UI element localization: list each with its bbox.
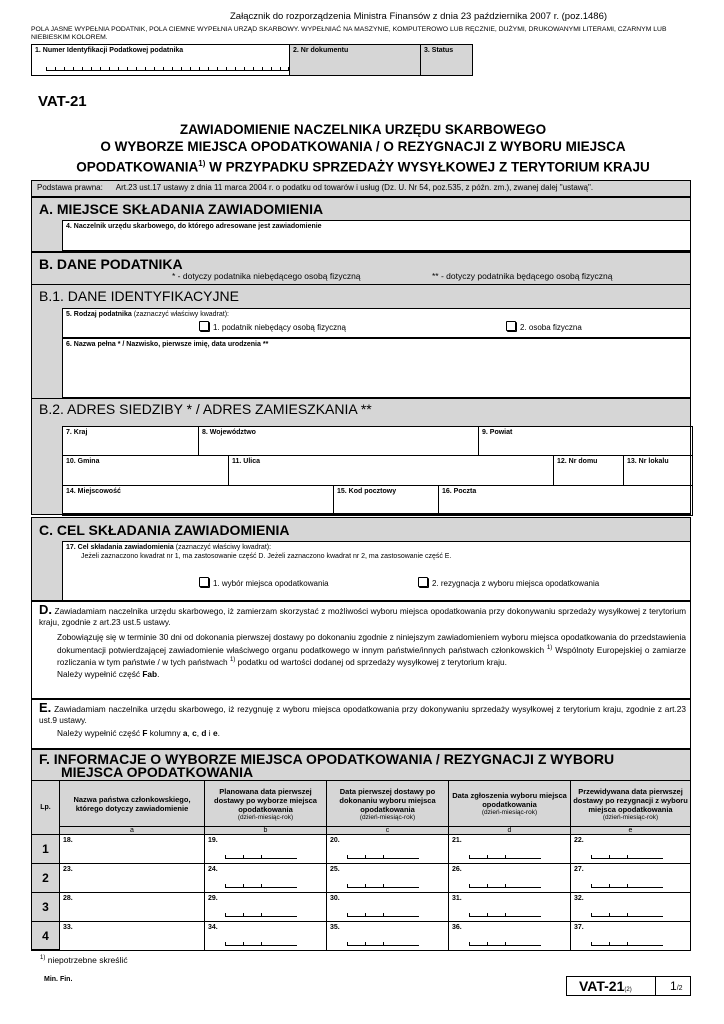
section-e-p2j: e bbox=[212, 728, 218, 738]
purpose-option-1-label: 1. wybór miejsca opodatkowania bbox=[213, 579, 329, 588]
section-d-letter: D. bbox=[39, 602, 52, 617]
section-d-p3d: a bbox=[147, 669, 153, 680]
table-cell[interactable] bbox=[205, 864, 327, 893]
document-number-label: 2. Nr dokumentu bbox=[293, 47, 349, 54]
date-ticks bbox=[469, 942, 541, 946]
footnote bbox=[40, 955, 128, 965]
table-cell[interactable] bbox=[571, 893, 691, 922]
date-ticks bbox=[347, 884, 419, 888]
section-d-p3b: F bbox=[142, 669, 148, 680]
section-f-title-2: MIEJSCA OPODATKOWANIA bbox=[61, 764, 254, 780]
postal-code-field[interactable] bbox=[333, 485, 439, 516]
country-field[interactable] bbox=[62, 426, 199, 456]
date-ticks bbox=[469, 884, 541, 888]
footer-code-sub: (2) bbox=[624, 987, 632, 993]
footnote-text: niepotrzebne skreślić bbox=[47, 955, 128, 965]
section-c-title: C. CEL SKŁADANIA ZAWIADOMIENIA bbox=[39, 522, 290, 538]
table-cell[interactable] bbox=[327, 922, 449, 951]
checkbox-icon[interactable] bbox=[199, 577, 209, 587]
cell-field-number: 36. bbox=[452, 924, 462, 931]
section-e-p2b: F bbox=[142, 728, 148, 738]
section-b bbox=[31, 252, 691, 515]
col-c-letter: c bbox=[327, 827, 449, 835]
table-row bbox=[32, 893, 691, 922]
cell-field-number: 33. bbox=[63, 924, 73, 931]
footer-form-code bbox=[566, 976, 656, 996]
checkbox-icon[interactable] bbox=[418, 577, 428, 587]
city-label: 14. Miejscowość bbox=[66, 488, 121, 495]
date-ticks bbox=[591, 913, 663, 917]
cell-field-number: 27. bbox=[574, 866, 584, 873]
fill-instructions: POLA JASNE WYPEŁNIA PODATNIK, POLA CIEMNE WYPEŁNIA URZĄD SKARBOWY. WYPEŁNIAĆ NA MASZYNIE, KOMPUTEROWO LUB RĘCZNIE, DUŻYMI, DRUKOWANYMI LITERAMI, CZARNYM LUB NIEBIESKIM KOLOREM. bbox=[31, 26, 667, 41]
checkbox-icon[interactable] bbox=[199, 321, 209, 331]
col-d-letter: d bbox=[449, 827, 571, 835]
date-ticks bbox=[225, 855, 297, 859]
post-office-field[interactable] bbox=[438, 485, 693, 516]
table-row bbox=[32, 835, 691, 864]
date-ticks bbox=[225, 913, 297, 917]
apartment-number-label: 13. Nr lokalu bbox=[627, 458, 669, 465]
legal-text: Art.23 ust.17 ustawy z dnia 11 marca 2004 r. o podatku od towarów i usług (Dz. U. Nr 54, poz.535, z późn. zm.), zwanej dalej "ustawą". bbox=[115, 183, 594, 192]
table-cell[interactable] bbox=[327, 835, 449, 864]
info-table bbox=[31, 780, 691, 951]
table-cell[interactable] bbox=[449, 922, 571, 951]
row-number: 3 bbox=[32, 893, 60, 922]
table-cell[interactable] bbox=[60, 922, 205, 951]
house-number-field[interactable] bbox=[553, 455, 624, 486]
cell-field-number: 22. bbox=[574, 837, 584, 844]
title-line-4: W PRZYPADKU SPRZEDAŻY WYSYŁKOWEJ Z TERYTORIUM KRAJU bbox=[205, 159, 650, 175]
section-d-p3f: b bbox=[152, 669, 158, 680]
status-label: 3. Status bbox=[424, 47, 454, 54]
voivodeship-field[interactable] bbox=[198, 426, 479, 456]
street-label: 11. Ulica bbox=[232, 458, 261, 465]
status-field bbox=[420, 44, 473, 76]
office-field[interactable] bbox=[62, 220, 691, 251]
section-d bbox=[31, 601, 691, 699]
section-d-sup-2: 1) bbox=[229, 656, 236, 663]
date-ticks bbox=[469, 913, 541, 917]
purpose-option-1[interactable] bbox=[199, 577, 329, 588]
table-cell[interactable] bbox=[327, 893, 449, 922]
section-f-title-1: F. INFORMACJE O WYBORZE MIEJSCA OPODATKOWANIA / REZYGNACJI Z WYBORU bbox=[39, 751, 615, 767]
cell-field-number: 21. bbox=[452, 837, 462, 844]
table-cell[interactable] bbox=[60, 835, 205, 864]
address-block bbox=[62, 426, 691, 514]
col-d-header: Data zgłoszenia wyboru miejsca opodatkowania (dzień-miesiąc-rok) bbox=[449, 781, 571, 827]
checkbox-icon[interactable] bbox=[506, 321, 516, 331]
table-cell[interactable] bbox=[571, 922, 691, 951]
full-name-label: 6. Nazwa pełna * / Nazwisko, pierwsze imię, data urodzenia ** bbox=[66, 341, 269, 348]
table-row bbox=[32, 922, 691, 951]
taxpayer-type-hint: (zaznaczyć właściwy kwadrat): bbox=[133, 311, 229, 318]
section-e-p2e: , bbox=[187, 728, 193, 738]
footer-code-text: VAT-21 bbox=[579, 978, 625, 994]
section-e-p2f: c bbox=[192, 728, 197, 738]
row-number: 1 bbox=[32, 835, 60, 864]
taxpayer-option-2-label: 2. osoba fizyczna bbox=[520, 323, 582, 332]
annex-note: Załącznik do rozporządzenia Ministra Finansów z dnia 23 października 2007 r. (poz.1486) bbox=[230, 11, 608, 22]
title-sup: 1) bbox=[198, 159, 206, 168]
cell-field-number: 28. bbox=[63, 895, 73, 902]
section-e-p2g: , bbox=[196, 728, 202, 738]
purpose-hint: (zaznaczyć właściwy kwadrat): bbox=[175, 544, 272, 551]
city-field[interactable] bbox=[62, 485, 334, 516]
section-a-title: A. MIEJSCE SKŁADANIA ZAWIADOMIENIA bbox=[39, 201, 324, 217]
taxpayer-type-field bbox=[62, 308, 691, 338]
county-field[interactable] bbox=[478, 426, 693, 456]
table-cell[interactable] bbox=[449, 864, 571, 893]
section-e-p2k: . bbox=[217, 728, 220, 738]
purpose-field bbox=[62, 541, 691, 601]
table-cell[interactable] bbox=[205, 922, 327, 951]
legal-label: Podstawa prawna: bbox=[37, 183, 103, 192]
date-ticks bbox=[591, 884, 663, 888]
date-ticks bbox=[225, 884, 297, 888]
cell-field-number: 25. bbox=[330, 866, 340, 873]
purpose-note: Jeżeli zaznaczono kwadrat nr 1, ma zastosowanie część D. Jeżeli zaznaczono kwadrat nr 2, ma zastosowanie część E. bbox=[81, 553, 452, 560]
col-e-header: Przewidywana data pierwszej dostawy po rezygnacji z wyboru miejsca opodatkowania (dzień-miesiąc-rok) bbox=[571, 781, 691, 827]
section-b1-title: B.1. DANE IDENTYFIKACYJNE bbox=[39, 288, 239, 304]
footnote-sup: 1) bbox=[40, 955, 46, 962]
nip-field[interactable] bbox=[31, 44, 290, 76]
table-cell[interactable] bbox=[449, 835, 571, 864]
taxpayer-option-1[interactable] bbox=[199, 321, 346, 332]
section-e-p2d: a bbox=[182, 728, 188, 738]
row-number: 4 bbox=[32, 922, 60, 951]
cell-field-number: 24. bbox=[208, 866, 218, 873]
cell-field-number: 30. bbox=[330, 895, 340, 902]
row-number: 2 bbox=[32, 864, 60, 893]
section-b-title: B. DANE PODATNIKA bbox=[39, 256, 183, 272]
table-cell[interactable] bbox=[571, 864, 691, 893]
section-d-p3a: Należy wypełnić część bbox=[57, 669, 143, 680]
country-label: 7. Kraj bbox=[66, 429, 88, 436]
apartment-number-field[interactable] bbox=[623, 455, 693, 486]
section-f-title bbox=[32, 750, 690, 779]
cell-field-number: 32. bbox=[574, 895, 584, 902]
office-label: 4. Naczelnik urzędu skarbowego, do którego adresowane jest zawiadomienie bbox=[66, 223, 322, 230]
cell-field-number: 23. bbox=[63, 866, 73, 873]
purpose-option-2-label: 2. rezygnacja z wyboru miejsca opodatkowania bbox=[432, 579, 600, 588]
section-e-letter: E. bbox=[39, 700, 52, 715]
table-cell[interactable] bbox=[327, 864, 449, 893]
full-name-field[interactable] bbox=[62, 338, 691, 398]
date-ticks bbox=[591, 942, 663, 946]
cell-field-number: 19. bbox=[208, 837, 218, 844]
date-ticks bbox=[591, 855, 663, 859]
taxpayer-option-2[interactable] bbox=[506, 321, 582, 332]
section-c bbox=[31, 517, 691, 601]
date-ticks bbox=[469, 855, 541, 859]
section-d-p2a: Zobowiązuję się w terminie 30 dni od dokonania pierwszej dostawy po dokonaniu zgodnie z niniejszym zawiadomieniem wyboru miejsca opodatkowania do przedstawienia dokumentacji potwierdzającej zawiadomienie właściwego organu podatkowego w innym państwie/innych państwach członkowskich bbox=[57, 632, 686, 655]
section-e-p2c: kolumny bbox=[147, 728, 183, 738]
purpose-option-2[interactable] bbox=[418, 577, 599, 588]
section-d-p3g: . bbox=[157, 669, 160, 680]
date-ticks bbox=[347, 913, 419, 917]
col-a-letter: a bbox=[60, 827, 205, 835]
table-cell[interactable] bbox=[205, 835, 327, 864]
municipality-label: 10. Gmina bbox=[66, 458, 100, 465]
postal-code-label: 15. Kod pocztowy bbox=[337, 488, 397, 495]
county-label: 9. Powiat bbox=[482, 429, 513, 436]
table-cell[interactable] bbox=[60, 864, 205, 893]
cell-field-number: 37. bbox=[574, 924, 584, 931]
col-c-header: Data pierwszej dostawy po dokonaniu wyboru miejsca opodatkowania (dzień-miesiąc-rok) bbox=[327, 781, 449, 827]
nip-label: 1. Numer Identyfikacji Podatkowej podatnika bbox=[35, 47, 184, 54]
section-d-p1: Zawiadamiam naczelnika urzędu skarbowego, iż zamierzam skorzystać z możliwości wyboru miejsca opodatkowania przy dokonywaniu sprzedaży wysyłkowej z terytorium kraju, zgodnie z art.23 ust.5 ustawy. bbox=[39, 606, 687, 627]
table-cell[interactable] bbox=[449, 893, 571, 922]
section-f bbox=[31, 749, 691, 950]
municipality-field[interactable] bbox=[62, 455, 229, 486]
taxpayer-option-1-label: 1. podatnik niebędący osobą fizyczną bbox=[213, 323, 346, 332]
cell-field-number: 18. bbox=[63, 837, 73, 844]
section-e-p1: Zawiadamiam naczelnika urzędu skarbowego, iż rezygnuję z wyboru miejsca opodatkowania przy dokonywaniu sprzedaży wysyłkowej z terytorium kraju, zgodnie z art.23 ust.9 ustawy. bbox=[39, 704, 686, 725]
col-a-header: Nazwa państwa członkowskiego, którego dotyczy zawiadomienie bbox=[60, 781, 205, 827]
table-cell[interactable] bbox=[571, 835, 691, 864]
post-office-label: 16. Poczta bbox=[442, 488, 477, 495]
minfin-mark: Min. Fin. bbox=[44, 976, 73, 983]
form-title bbox=[30, 121, 696, 176]
street-field[interactable] bbox=[228, 455, 554, 486]
taxpayer-type-label: 5. Rodzaj podatnika bbox=[66, 311, 132, 318]
cell-field-number: 26. bbox=[452, 866, 462, 873]
legal-basis bbox=[31, 180, 691, 197]
section-e-p2h: d bbox=[201, 728, 207, 738]
purpose-label: 17. Cel składania zawiadomienia bbox=[66, 544, 174, 551]
page-number bbox=[655, 976, 691, 996]
lp-header: Lp. bbox=[32, 781, 60, 835]
table-cell[interactable] bbox=[60, 893, 205, 922]
voivodeship-label: 8. Województwo bbox=[202, 429, 256, 436]
nip-ticks bbox=[46, 67, 289, 71]
section-d-sup-1: 1) bbox=[546, 644, 553, 651]
title-line-2: O WYBORZE MIEJSCA OPODATKOWANIA / O REZYGNACJI Z WYBORU MIEJSCA bbox=[100, 139, 626, 154]
cell-field-number: 35. bbox=[330, 924, 340, 931]
section-a bbox=[31, 197, 691, 252]
section-d-p2b: Wspólnoty Europejskiej o zamiarze rozliczania w tym państwie / w tych państwach bbox=[57, 644, 686, 667]
cell-field-number: 34. bbox=[208, 924, 218, 931]
date-ticks bbox=[347, 942, 419, 946]
table-row bbox=[32, 864, 691, 893]
title-line-3: OPODATKOWANIA bbox=[76, 159, 199, 175]
section-e bbox=[31, 699, 691, 749]
date-ticks bbox=[225, 942, 297, 946]
note-natural-person: ** - dotyczy podatnika będącego osobą fizyczną bbox=[432, 271, 613, 281]
col-e-letter: e bbox=[571, 827, 691, 835]
page-number-current: 1 bbox=[670, 979, 677, 993]
document-number-field bbox=[289, 44, 421, 76]
title-line-1: ZAWIADOMIENIE NACZELNIKA URZĘDU SKARBOWEGO bbox=[179, 122, 547, 137]
col-b-header: Planowana data pierwszej dostawy po wyborze miejsca opodatkowania (dzień-miesiąc-rok) bbox=[205, 781, 327, 827]
form-code: VAT-21 bbox=[38, 93, 87, 110]
date-ticks bbox=[347, 855, 419, 859]
house-number-label: 12. Nr domu bbox=[557, 458, 598, 465]
note-legal-person: * - dotyczy podatnika niebędącego osobą fizyczną bbox=[172, 271, 361, 281]
col-b-letter: b bbox=[205, 827, 327, 835]
table-cell[interactable] bbox=[205, 893, 327, 922]
section-b2-title: B.2. ADRES SIEDZIBY * / ADRES ZAMIESZKANIA ** bbox=[39, 401, 372, 417]
section-e-p2a: Należy wypełnić część bbox=[57, 728, 143, 738]
section-d-p2c: podatku od wartości dodanej od sprzedaży wysyłkowej z terytorium kraju. bbox=[237, 656, 507, 667]
cell-field-number: 20. bbox=[330, 837, 340, 844]
section-e-p2i: i bbox=[206, 728, 213, 738]
cell-field-number: 29. bbox=[208, 895, 218, 902]
cell-field-number: 31. bbox=[452, 895, 462, 902]
page-number-total: /2 bbox=[676, 985, 683, 992]
